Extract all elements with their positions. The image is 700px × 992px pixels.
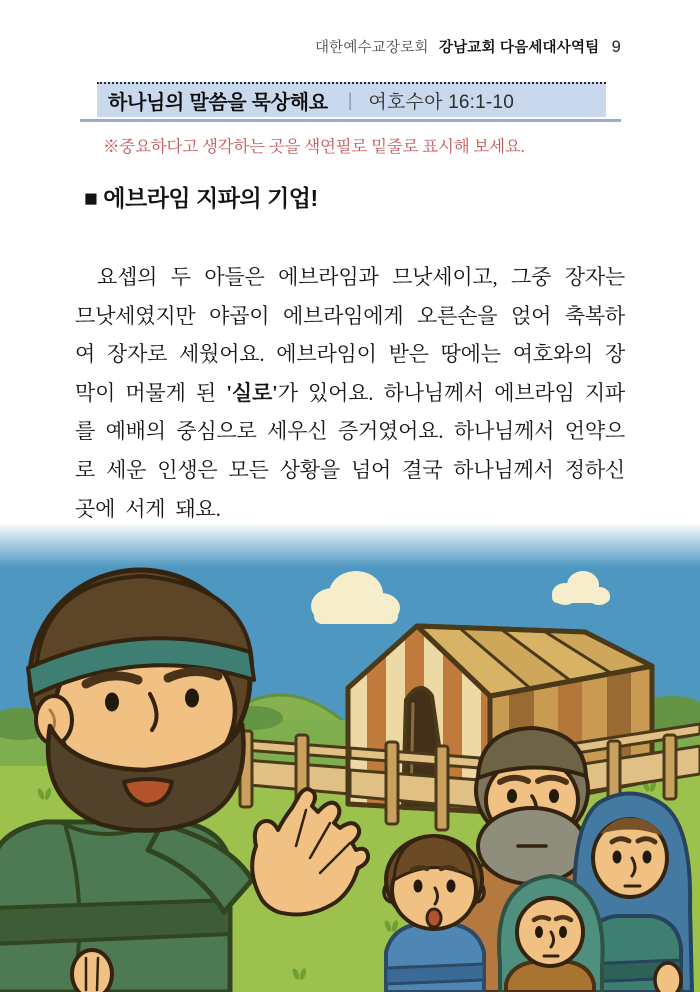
page-number: 9 (611, 38, 621, 56)
header-underline (80, 119, 621, 122)
leader-head (28, 570, 254, 831)
section-header-title: 하나님의 말씀을 묵상해요 (108, 92, 328, 114)
denomination-label: 대한예수교장로회 (314, 40, 429, 56)
girl-figure (499, 876, 603, 992)
divider-glyph: | (347, 90, 353, 110)
instruction-note: ※중요하다고 생각하는 곳을 색연필로 밑줄로 표시해 보세요. (103, 137, 525, 156)
lesson-paragraph (75, 258, 625, 528)
paragraph-part2: 가 있어요. 하나님께서 에브라임 지파를 예배의 중심으로 세우신 증거였어요. 하나님께서 언약으로 세운 인생은 모든 상황을 넘어 결국 하나님께서 정하신 곳에 서게 돼요. (75, 380, 626, 521)
paragraph-part1: 요셉의 두 아들은 에브라임과 므낫세이고, 그중 장자는 므낫세였지만 야곱이 에브라임에게 오른손을 얹어 축복하여 장자로 세웠어요. 에브라임이 받은 땅에는 여호와의 장막이 머물게 된 (75, 265, 625, 405)
running-header (0, 36, 621, 57)
paragraph-emphasis: '실로' (226, 380, 278, 405)
scripture-reference: 여호수아 16:1-10 (368, 92, 514, 113)
story-illustration (0, 522, 700, 992)
section-header-bar (97, 82, 606, 117)
fade-overlay (0, 522, 700, 568)
lesson-title: ■ 에브라임 지파의 기업! (84, 185, 318, 211)
boy-figure (384, 836, 484, 992)
church-team-label: 강남교회 다음세대사역팀 (438, 40, 600, 56)
